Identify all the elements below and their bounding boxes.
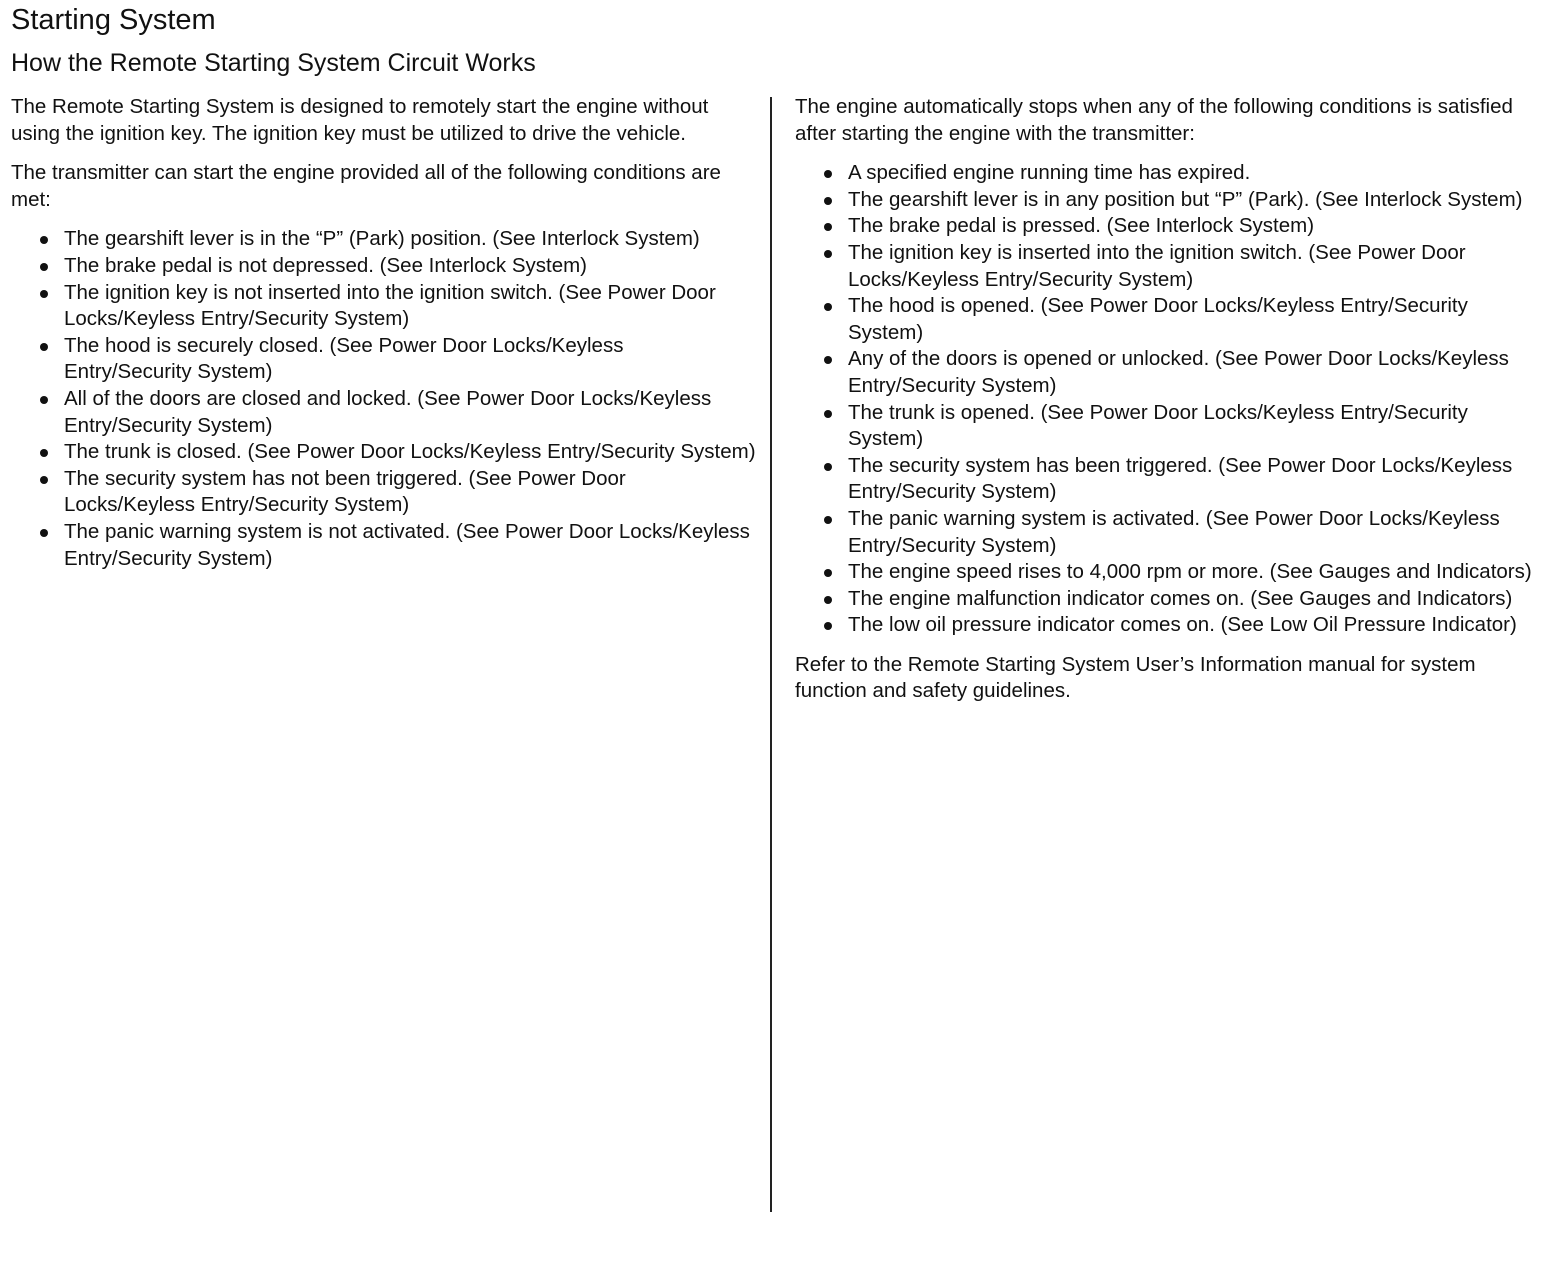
list-item-text: The panic warning system is activated. (See Power Door Locks/Keyless Entry/Security System) (848, 506, 1500, 557)
bullet-icon (824, 303, 832, 311)
list-item-text: The gearshift lever is in any position but “P” (Park). (See Interlock System) (848, 187, 1523, 211)
list-item (11, 386, 756, 439)
right-column (795, 94, 1535, 718)
section-subtitle: How the Remote Starting System Circuit Works (11, 49, 536, 77)
bullet-icon (824, 170, 832, 178)
list-item (795, 612, 1535, 639)
bullet-icon (40, 396, 48, 404)
bullet-icon (824, 569, 832, 577)
list-item (795, 453, 1535, 506)
list-item (795, 187, 1535, 214)
intro-paragraph: The Remote Starting System is designed to remotely start the engine without using the ignition key. The ignition key must be utilized to drive the vehicle. (11, 95, 709, 145)
bullet-icon (40, 290, 48, 298)
bullet-icon (824, 622, 832, 630)
list-item-text: The brake pedal is pressed. (See Interlock System) (848, 214, 1315, 238)
bullet-icon (824, 516, 832, 524)
list-item-text: All of the doors are closed and locked. (See Power Door Locks/Keyless Entry/Security System) (64, 386, 712, 437)
list-item-text: Any of the doors is opened or unlocked. (See Power Door Locks/Keyless Entry/Security System) (848, 347, 1509, 397)
bullet-icon (824, 223, 832, 231)
list-item-text: The hood is securely closed. (See Power Door Locks/Keyless Entry/Security System) (64, 333, 624, 384)
list-item-text: The security system has not been triggered. (See Power Door Locks/Keyless Entry/Security System) (64, 466, 626, 517)
bullet-icon (40, 476, 48, 484)
stops-intro-paragraph: The engine automatically stops when any of the following conditions is satisfied after starting the engine with the transmitter: (795, 95, 1513, 145)
list-item-text: The panic warning system is not activated. (See Power Door Locks/Keyless Entry/Security System) (64, 519, 750, 570)
list-item (795, 586, 1535, 613)
list-item-text: The engine speed rises to 4,000 rpm or more. (See Gauges and Indicators) (848, 560, 1532, 584)
list-item (11, 466, 756, 519)
column-divider (770, 97, 772, 1212)
bullet-icon (824, 356, 832, 364)
closing-paragraph: Refer to the Remote Starting System User’s Information manual for system function and safety guidelines. (795, 652, 1476, 703)
list-item-text: The trunk is opened. (See Power Door Locks/Keyless Entry/Security System) (848, 400, 1468, 451)
list-item-text: The ignition key is not inserted into the ignition switch. (See Power Door Locks/Keyless Entry/Security System) (64, 280, 716, 331)
list-item (11, 280, 756, 333)
conditions-intro-paragraph: The transmitter can start the engine provided all of the following conditions are met: (11, 161, 721, 211)
bullet-icon (824, 410, 832, 418)
list-item-text: The brake pedal is not depressed. (See Interlock System) (64, 253, 588, 277)
list-item-text: The ignition key is inserted into the ignition switch. (See Power Door Locks/Keyless Entry/Security System) (848, 240, 1466, 291)
list-item (11, 226, 756, 253)
bullet-icon (824, 596, 832, 604)
list-item (795, 293, 1535, 346)
list-item-text: The security system has been triggered. (See Power Door Locks/Keyless Entry/Security System) (848, 453, 1513, 504)
bullet-icon (40, 529, 48, 537)
list-item (11, 253, 756, 280)
list-item-text: The low oil pressure indicator comes on. (See Low Oil Pressure Indicator) (848, 613, 1517, 637)
list-item (795, 346, 1535, 399)
list-item (795, 240, 1535, 293)
list-item (11, 333, 756, 386)
bullet-icon (824, 197, 832, 205)
bullet-icon (824, 250, 832, 258)
list-item-text: The engine malfunction indicator comes on. (See Gauges and Indicators) (848, 586, 1513, 610)
list-item (11, 439, 756, 466)
list-item (795, 559, 1535, 586)
list-item-text: The hood is opened. (See Power Door Locks/Keyless Entry/Security System) (848, 294, 1468, 344)
list-item (11, 519, 756, 572)
bullet-icon (40, 236, 48, 244)
bullet-icon (40, 263, 48, 271)
start-conditions-list (11, 226, 756, 572)
bullet-icon (40, 343, 48, 351)
page-title: Starting System (11, 4, 216, 36)
list-item-text: The gearshift lever is in the “P” (Park) position. (See Interlock System) (64, 227, 700, 251)
stop-conditions-list (795, 160, 1535, 639)
list-item (795, 213, 1535, 240)
bullet-icon (824, 463, 832, 471)
list-item-text: A specified engine running time has expired. (848, 161, 1251, 185)
list-item (795, 400, 1535, 453)
list-item (795, 160, 1535, 187)
left-column (11, 94, 756, 585)
bullet-icon (40, 449, 48, 457)
list-item-text: The trunk is closed. (See Power Door Locks/Keyless Entry/Security System) (64, 440, 756, 464)
list-item (795, 506, 1535, 559)
